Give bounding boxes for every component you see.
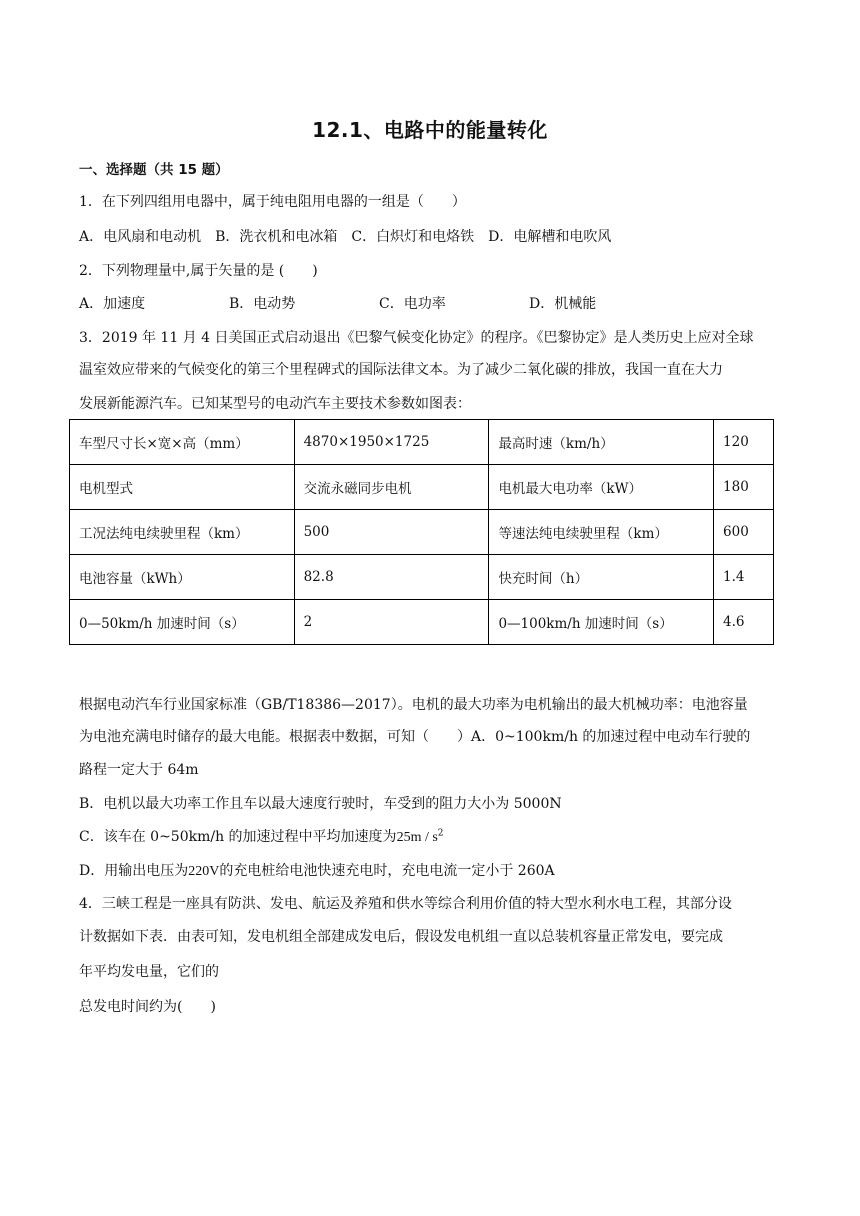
q4-line-3: 年平均发电量，它们的 [79, 964, 219, 980]
section-heading: 一、选择题（共 15 题） [79, 162, 229, 178]
q3-option-c-formula: 25m / s [396, 830, 438, 845]
q3-after-line-3: 路程一定大于 64m [79, 762, 199, 778]
table-cell: 2 [294, 600, 489, 645]
table-cell: 电机型式 [70, 465, 295, 510]
q3-option-d-pre: D．用输出电压为 [79, 863, 189, 879]
q4-line-1: 4．三峡工程是一座具有防洪、发电、航运及养殖和供水等综合利用价值的特大型水利水电工程，其部分设 [79, 896, 732, 912]
q3-option-d-post: 的充电桩给电池快速充电时，充电电流一定小于 260A [219, 863, 555, 879]
q3-option-c-text: C．该车在 0~50km/h 的加速过程中平均加速度为 [79, 829, 397, 845]
table-row [70, 420, 774, 465]
ev-spec-table [69, 419, 774, 645]
q2-options [79, 293, 596, 313]
table-cell: 电机最大电功率（kW） [489, 465, 714, 510]
q3-stem-line-1: 3．2019 年 11 月 4 日美国正式启动退出《巴黎气候变化协定》的程序。《巴黎协定》是人类历史上应对全球 [79, 330, 754, 346]
q1-stem: 1．在下列四组用电器中，属于纯电阻用电器的一组是（ ） [79, 194, 466, 210]
q3-after-line-2: 为电池充满电时储存的最大电能。根据表中数据，可知（ ）A．0~100km/h 的加速过程中电动车行驶的 [79, 729, 751, 745]
q2-option-a: A．加速度 [79, 296, 146, 312]
table-cell: 快充时间（h） [489, 555, 714, 600]
table-cell: 工况法纯电续驶里程（km） [70, 510, 295, 555]
table-cell: 等速法纯电续驶里程（km） [489, 510, 714, 555]
q2-option-c: C．电功率 [379, 296, 446, 312]
table-cell: 180 [714, 465, 774, 510]
q3-option-b: B．电机以最大功率工作且车以最大速度行驶时，车受到的阻力大小为 5000N [79, 796, 562, 812]
q3-option-d [79, 860, 555, 880]
q4-line-4: 总发电时间约为( ) [79, 999, 216, 1015]
table-cell: 车型尺寸长×宽×高（mm） [70, 420, 295, 465]
table-cell: 0—100km/h 加速时间（s） [489, 600, 714, 645]
q2-option-b: B．电动势 [229, 296, 296, 312]
table-row [70, 600, 774, 645]
table-cell: 4.6 [714, 600, 774, 645]
q3-option-c [79, 826, 444, 846]
table-cell: 120 [714, 420, 774, 465]
table-cell: 500 [294, 510, 489, 555]
table-cell: 交流永磁同步电机 [294, 465, 489, 510]
table-cell: 0—50km/h 加速时间（s） [70, 600, 295, 645]
q3-option-d-formula: 220V [188, 864, 220, 879]
table-cell: 82.8 [294, 555, 489, 600]
q2-stem: 2．下列物理量中,属于矢量的是 ( ) [79, 263, 318, 279]
table-cell: 600 [714, 510, 774, 555]
table-row [70, 555, 774, 600]
table-cell: 电池容量（kWh） [70, 555, 295, 600]
q3-stem-line-2: 温室效应带来的气候变化的第三个里程碑式的国际法律文本。为了减少二氧化碳的排放，我国一直在大力 [79, 362, 723, 378]
q3-after-line-1: 根据电动汽车行业国家标准（GB/T18386—2017）。电机的最大功率为电机输出的最大机械功率：电池容量 [79, 697, 748, 713]
q3-stem-line-3: 发展新能源汽车。已知某型号的电动汽车主要技术参数如图表： [79, 396, 471, 412]
table-cell: 最高时速（km/h） [489, 420, 714, 465]
table-cell: 4870×1950×1725 [294, 420, 489, 465]
table-row [70, 465, 774, 510]
table-row [70, 510, 774, 555]
table-cell: 1.4 [714, 555, 774, 600]
q4-line-2: 计数据如下表．由表可知，发电机组全部建成发电后，假设发电机组一直以总装机容量正常发电，要完成 [79, 929, 723, 945]
q1-options: A．电风扇和电动机 B．洗衣机和电冰箱 C．白炽灯和电烙铁 D．电解槽和电吹风 [79, 229, 612, 245]
q3-option-c-exponent: 2 [437, 828, 444, 839]
page-title: 12.1、电路中的能量转化 [312, 118, 548, 142]
q2-option-d: D．机械能 [529, 296, 597, 312]
